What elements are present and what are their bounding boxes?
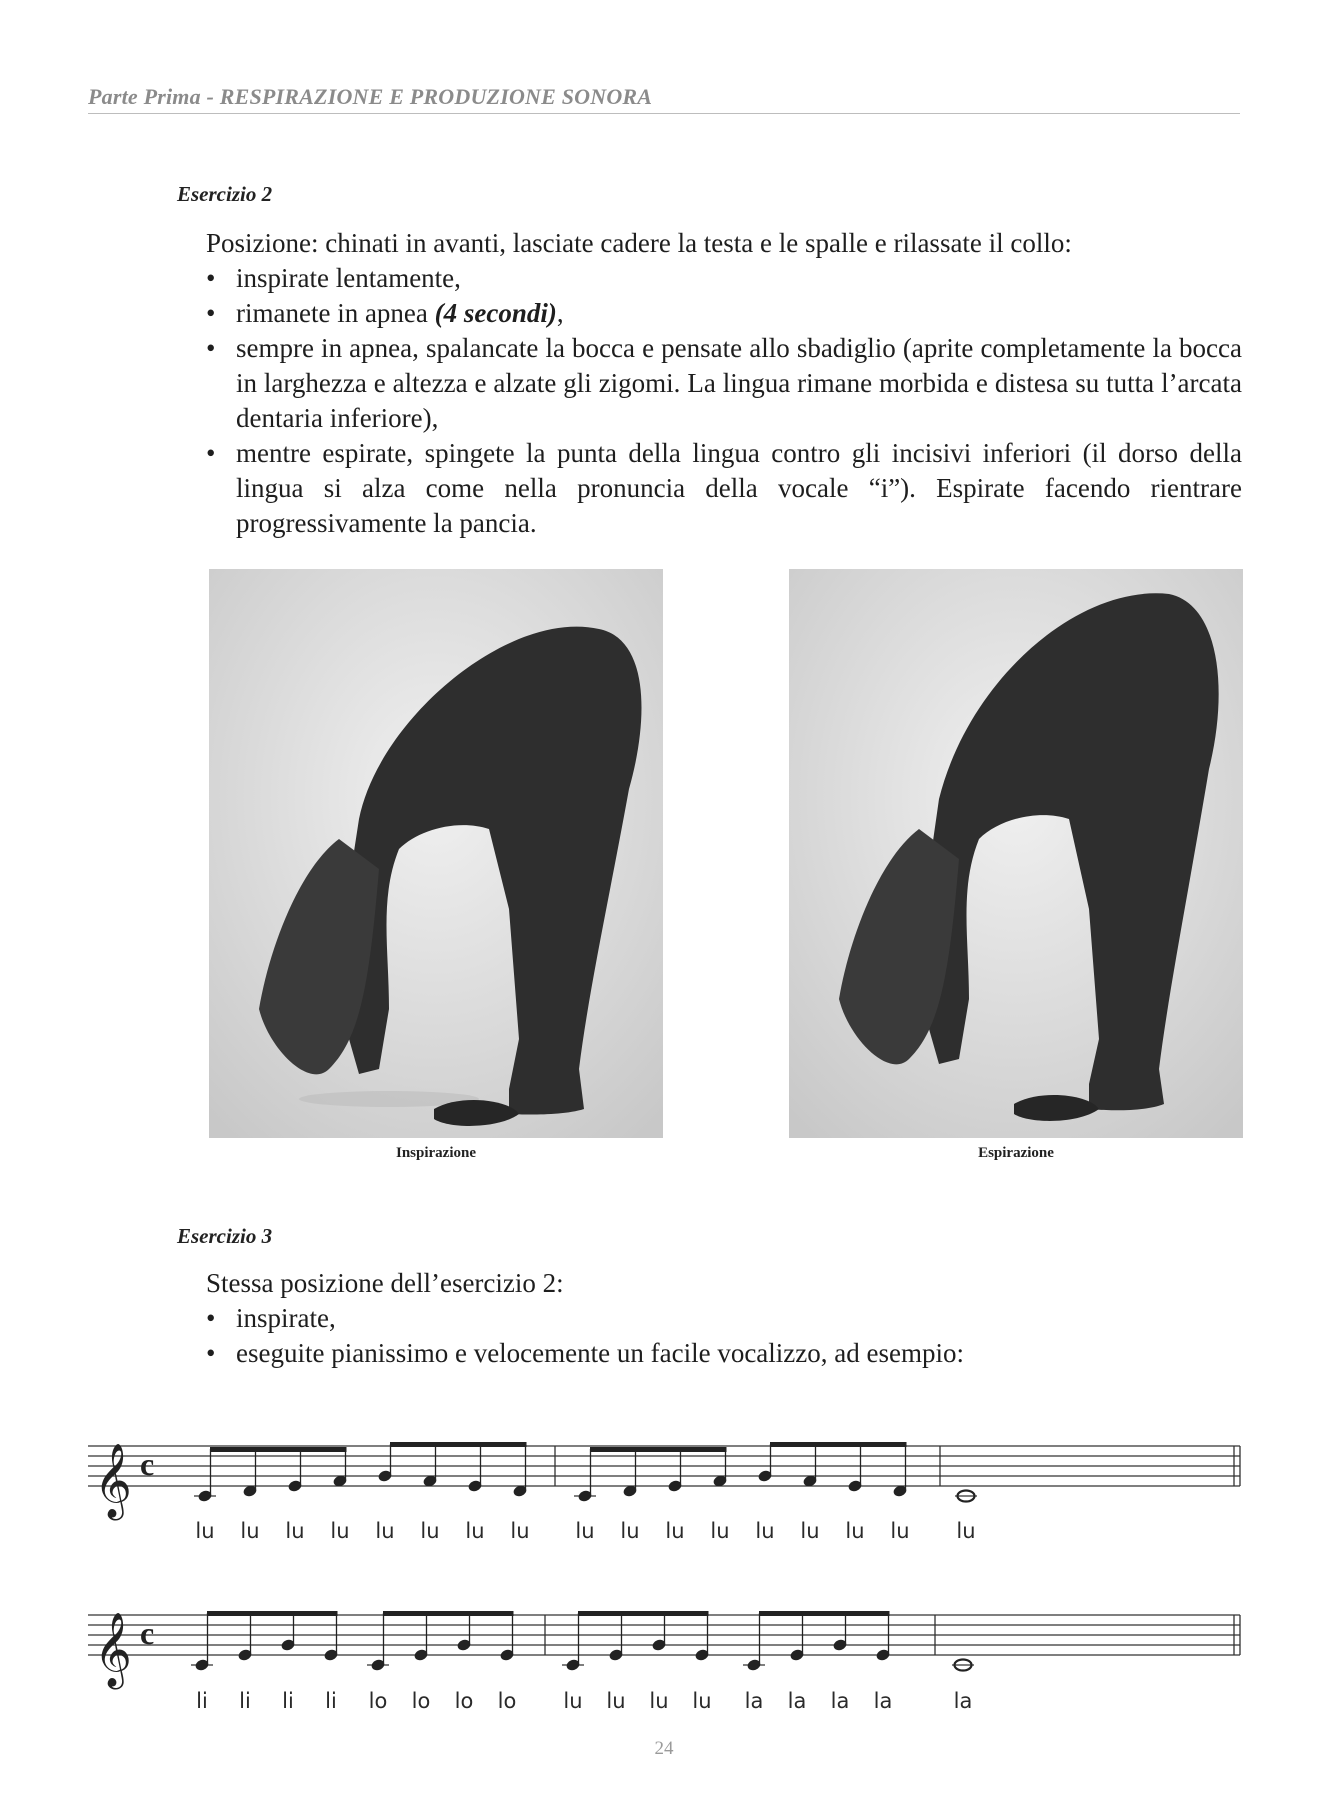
lyric-syllable: li (325, 1689, 337, 1713)
beam (578, 1611, 709, 1616)
exercise-2-item: • mentre espirate, spingete la punta della lingua contro gli incisivi inferiori (il dorso della lingua si alza come nella pronuncia della vocale “i”). Espirate facendo rientrare progressivamente la pancia. (206, 436, 1242, 541)
lyric-syllable: lu (375, 1519, 395, 1543)
beam (210, 1447, 347, 1452)
beam (390, 1442, 527, 1447)
exercise-3-intro: Stessa posizione dell’esercizio 2: (206, 1268, 564, 1298)
beam (383, 1611, 514, 1616)
item-emphasis: (4 secondi) (434, 298, 557, 328)
lyric-syllable: lu (755, 1519, 775, 1543)
lyric-syllable: lu (665, 1519, 685, 1543)
lyric-syllable: lu (195, 1519, 215, 1543)
lyric-syllable: la (873, 1689, 893, 1713)
lyric-syllable: lu (710, 1519, 730, 1543)
exercise-2-title: Esercizio 2 (177, 182, 273, 206)
exercise-2-intro: Posizione: chinati in avanti, lasciate cadere la testa e le spalle e rilassate il collo: (206, 228, 1072, 258)
lyric-syllable: lu (563, 1689, 583, 1713)
beam (759, 1611, 890, 1616)
caption-inspirazione: Inspirazione (395, 1145, 476, 1161)
lyric-syllable: li (196, 1689, 208, 1713)
lyric-syllable: lu (420, 1519, 440, 1543)
time-signature: c (140, 1615, 155, 1651)
lyric-syllable: lu (620, 1519, 640, 1543)
lyric-syllable: la (953, 1689, 973, 1713)
lyric-syllable: la (830, 1689, 850, 1713)
treble-clef: 𝄞 (94, 1613, 132, 1687)
lyric-syllable: lu (510, 1519, 530, 1543)
lyric-syllable: lu (890, 1519, 910, 1543)
lyric-syllable: lo (368, 1689, 388, 1713)
lyric-syllable: la (744, 1689, 764, 1713)
time-signature: c (140, 1446, 155, 1482)
exercise-2-item: • sempre in apnea, spalancate la bocca e pensate allo sbadiglio (aprite completamente la bocca in larghezza e altezza e alzate gli zigomi. La lingua rimane morbida e distesa su tutta l’arcata dentaria inferiore), (206, 331, 1242, 436)
lyric-syllable: lu (649, 1689, 669, 1713)
lyric-syllable: lu (330, 1519, 350, 1543)
caption-espirazione: Espirazione (978, 1145, 1054, 1161)
lyric-syllable: lu (465, 1519, 485, 1543)
beam (590, 1447, 727, 1452)
staff-system-1 (88, 1442, 1240, 1543)
item-text: , (556, 298, 564, 328)
running-header: Parte Prima - RESPIRAZIONE E PRODUZIONE SONORA (88, 84, 653, 109)
exercise-3-item: • eseguite pianissimo e velocemente un facile vocalizzo, ad esempio: (206, 1336, 1242, 1371)
lyric-syllable: lu (800, 1519, 820, 1543)
lyric-syllable: la (787, 1689, 807, 1713)
page-number: 24 (654, 1738, 674, 1759)
lyric-syllable: lu (606, 1689, 626, 1713)
exercise-3-title: Esercizio 3 (177, 1224, 273, 1248)
lyric-syllable: lu (285, 1519, 305, 1543)
exercise-3-item: • inspirate, (206, 1301, 1242, 1336)
treble-clef: 𝄞 (94, 1444, 132, 1518)
lyric-syllable: lu (692, 1689, 712, 1713)
lyric-syllable: li (282, 1689, 294, 1713)
lyric-syllable: lo (454, 1689, 474, 1713)
staff-system-2 (88, 1611, 1240, 1713)
beam (770, 1442, 907, 1447)
lyric-syllable: li (239, 1689, 251, 1713)
lyric-syllable: lu (575, 1519, 595, 1543)
exercise-2-item: • inspirate lentamente, (206, 261, 1242, 296)
lyric-syllable: lu (240, 1519, 260, 1543)
lyric-syllable: lu (956, 1519, 976, 1543)
beam (207, 1611, 338, 1616)
lyric-syllable: lo (497, 1689, 517, 1713)
lyric-syllable: lu (845, 1519, 865, 1543)
lyric-syllable: lo (411, 1689, 431, 1713)
item-text: rimanete in apnea (236, 298, 435, 328)
